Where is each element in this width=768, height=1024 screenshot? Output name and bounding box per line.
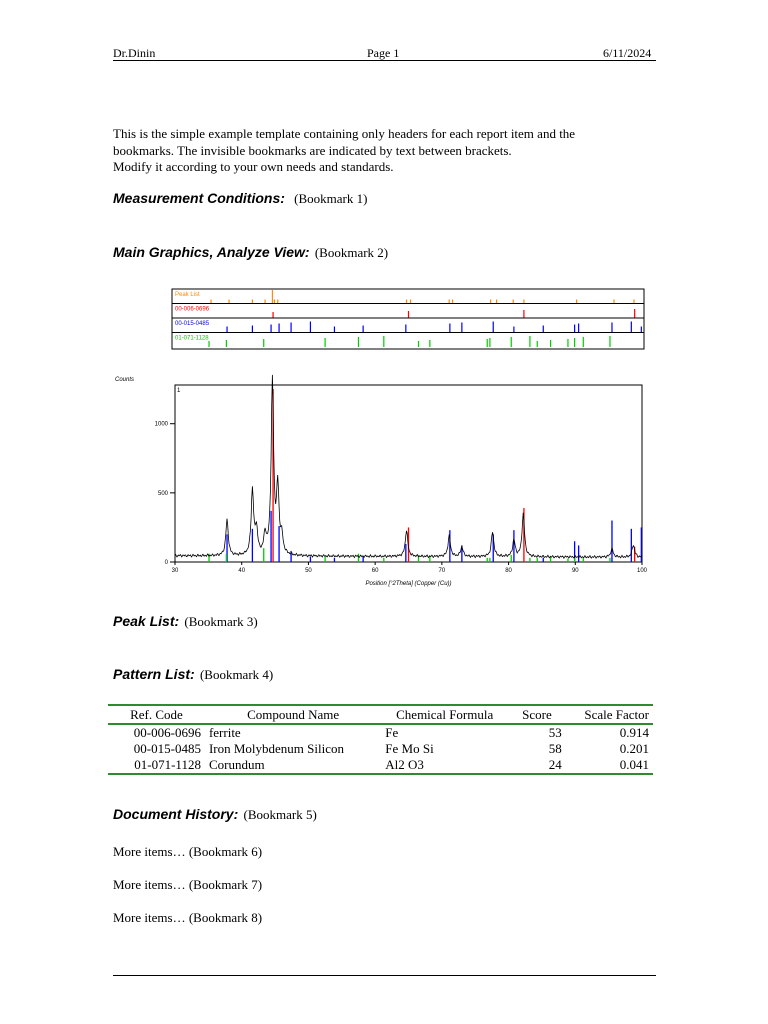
intro-line-3: Modify it according to your own needs and standards. xyxy=(113,159,394,174)
cell-score: 24 xyxy=(508,757,566,774)
cell-chemical-formula: Al2 O3 xyxy=(381,757,508,774)
y-tick-label: 1000 xyxy=(154,421,168,428)
column-header-ref-code: Ref. Code xyxy=(108,705,205,724)
footer-rule xyxy=(113,975,656,976)
cell-scale-factor: 0.914 xyxy=(619,725,649,740)
y-tick-label: 0 xyxy=(164,560,168,566)
section-pattern-list xyxy=(113,666,273,683)
cell-ref-code: 01-071-1128 xyxy=(108,757,205,774)
column-header-scale-factor: Scale Factor xyxy=(566,705,653,724)
xrd-pattern-chart xyxy=(108,372,658,592)
intro-line-1: This is the simple example template containing only headers for each report item and the xyxy=(113,126,576,141)
section-title: Measurement Conditions: xyxy=(113,190,285,206)
x-tick-label: 40 xyxy=(238,568,246,574)
more-items-line: More items… (Bookmark 7) xyxy=(113,877,263,892)
more-items-line: More items… (Bookmark 6) xyxy=(113,844,263,859)
column-header-compound-name: Compound Name xyxy=(205,705,381,724)
column-header-chemical-formula: Chemical Formula xyxy=(381,705,508,724)
panel-label: 1 xyxy=(177,388,181,394)
stick-row-label: 01-071-1128 xyxy=(175,335,209,342)
header-author: Dr.Dinin xyxy=(113,46,156,60)
stick-row-label: Peak List xyxy=(175,292,200,298)
stick-row-label: 00-006-0696 xyxy=(175,306,210,313)
x-tick-label: 50 xyxy=(305,568,312,574)
section-measurement-conditions xyxy=(113,190,367,207)
header-date: 6/11/2024 xyxy=(603,46,652,60)
section-document-history xyxy=(113,806,317,823)
bookmark-label: (Bookmark 4) xyxy=(199,667,274,682)
table-header-row xyxy=(108,705,653,724)
bookmark-label: (Bookmark 2) xyxy=(314,245,389,260)
section-main-graphics xyxy=(113,244,388,261)
bookmark-label: (Bookmark 3) xyxy=(184,614,258,629)
stick-row-label: 00-015-0485 xyxy=(175,321,210,327)
x-axis-label: Position [°2Theta] (Copper (Cu)) xyxy=(365,581,452,587)
cell-chemical-formula: Fe Mo Si xyxy=(385,741,434,756)
cell-score: 53 xyxy=(548,725,562,740)
cell-scale-factor: 0.201 xyxy=(619,741,649,756)
x-tick-label: 80 xyxy=(505,568,512,574)
section-title: Main Graphics, Analyze View: xyxy=(113,244,310,260)
y-tick-label: 500 xyxy=(157,490,168,497)
intro-paragraph xyxy=(113,126,633,176)
more-items-line: More items… (Bookmark 8) xyxy=(113,910,263,925)
section-peak-list xyxy=(113,613,258,630)
bookmark-label: (Bookmark 1) xyxy=(294,191,368,206)
table-row xyxy=(108,724,653,741)
cell-score: 58 xyxy=(548,741,562,756)
pattern-list-table xyxy=(108,704,653,775)
x-tick-label: 60 xyxy=(371,568,379,574)
x-tick-label: 70 xyxy=(438,568,446,574)
cell-ref-code: 00-015-0485 xyxy=(133,741,201,756)
header-page-number: Page 1 xyxy=(367,46,400,60)
intro-line-2: bookmarks. The invisible bookmarks are indicated by text between brackets. xyxy=(113,142,512,158)
x-tick-label: 90 xyxy=(571,568,579,574)
cell-ref-code: 00-006-0696 xyxy=(133,725,201,740)
cell-compound-name: Corundum xyxy=(205,757,381,774)
header-rule xyxy=(113,60,656,61)
bookmark-label: (Bookmark 5) xyxy=(243,807,317,822)
x-tick-label: 30 xyxy=(171,568,179,574)
table-row xyxy=(108,741,653,757)
y-axis-label: Counts xyxy=(115,377,135,383)
column-header-score: Score xyxy=(508,705,566,724)
cell-compound-name: ferrite xyxy=(208,725,241,740)
section-title: Document History: xyxy=(113,806,239,822)
section-title: Pattern List: xyxy=(113,666,195,682)
cell-compound-name: Iron Molybdenum Silicon xyxy=(208,741,344,756)
x-tick-label: 100 xyxy=(636,568,648,574)
reference-stick-panel xyxy=(170,288,646,352)
cell-chemical-formula: Fe xyxy=(385,725,399,740)
section-title: Peak List: xyxy=(113,613,180,629)
cell-scale-factor: 0.041 xyxy=(566,757,653,774)
stick-panel-frame xyxy=(172,289,644,349)
table-row xyxy=(108,757,653,774)
